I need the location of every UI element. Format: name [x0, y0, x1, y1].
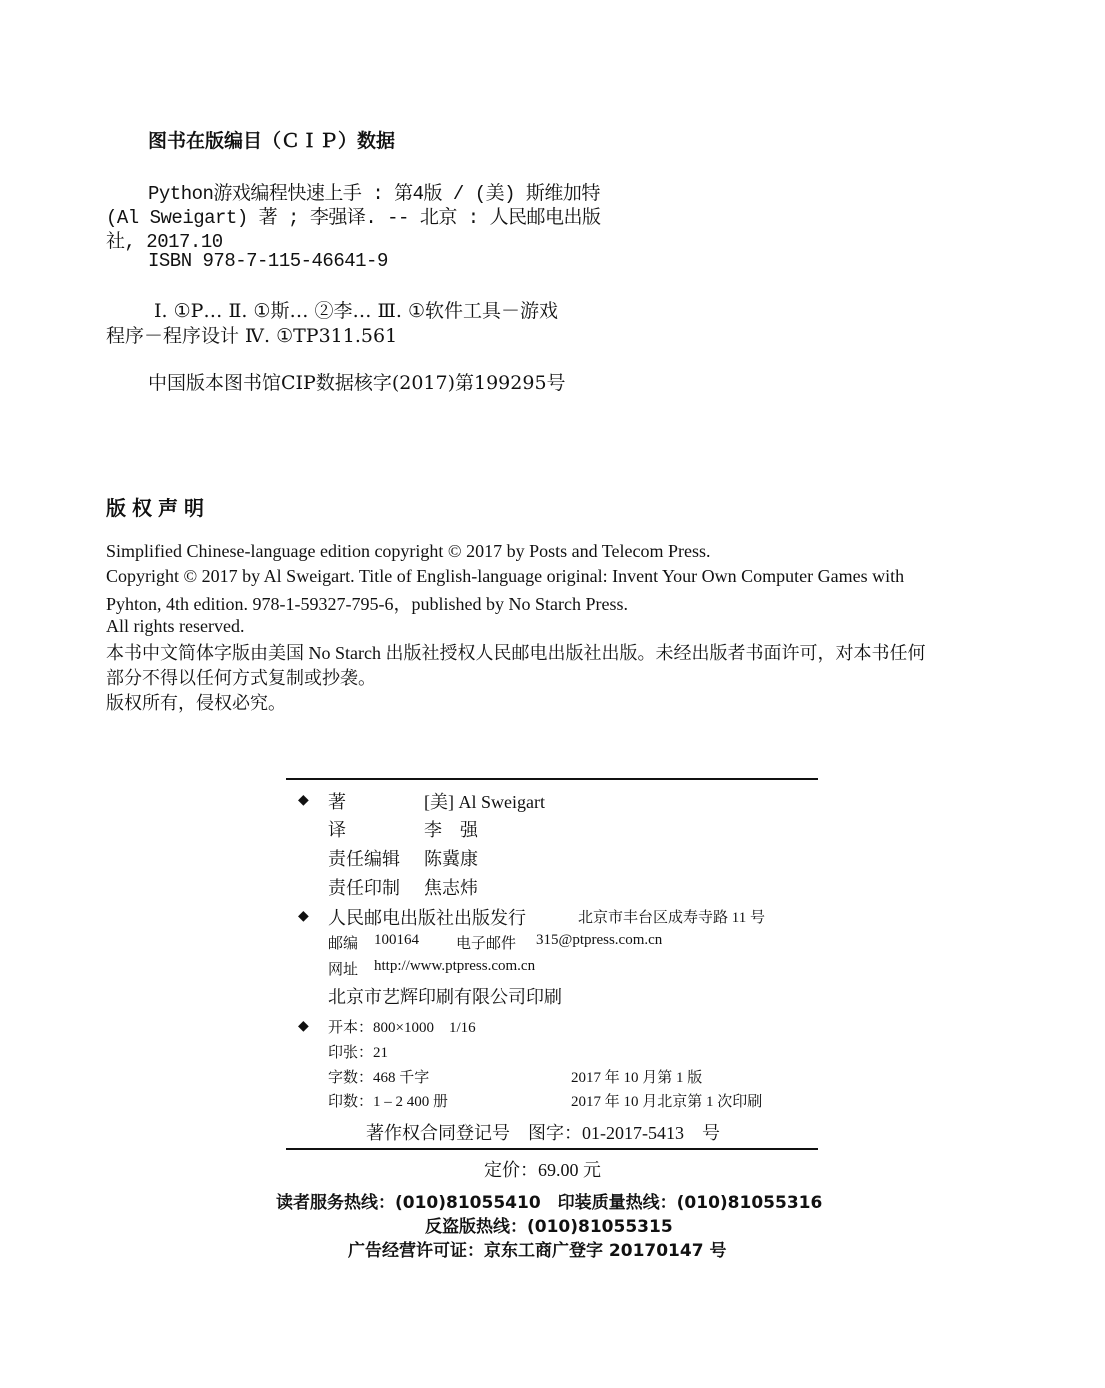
credit-role-translator: 译 [328, 820, 346, 840]
publisher: 人民邮电出版社出版发行 [328, 908, 526, 928]
bullet-specs: ◆ [298, 1019, 309, 1034]
credit-role-author: 著 [328, 792, 346, 812]
copyright-line-2: Copyright © 2017 by Al Sweigart. Title of English-language original: Invent Your Own Computer Games with [106, 566, 905, 586]
copyright-line-5: 本书中文简体字版由美国 No Starch 出版社授权人民邮电出版社出版。未经出版者书面许可，对本书任何 [106, 643, 926, 663]
word-count: 字数：468 千字 [328, 1070, 430, 1086]
edition: 2017 年 10 月第 1 版 [571, 1070, 703, 1086]
email: 315@ptpress.com.cn [536, 932, 663, 948]
email-label: 电子邮件 [456, 936, 517, 952]
ad-license: 广告经营许可证：京东工商广登字 20170147 号 [348, 1241, 727, 1261]
colophon-bottom-rule [286, 1148, 818, 1150]
cip-record-line-2: (Al Sweigart) 著 ; 李强译. -- 北京 : 人民邮电出版 [106, 207, 601, 229]
cip-classification-line-2: 程序－程序设计 Ⅳ. ①TP311.561 [106, 325, 398, 347]
colophon-top-rule [286, 778, 818, 780]
hotline-reader: 读者服务热线：(010)81055410 印装质量热线：(010)81055316 [276, 1193, 823, 1213]
credit-name-author: [美] Al Sweigart [424, 792, 545, 812]
cip-title: 图书在版编目（ＣＩＰ）数据 [148, 130, 396, 152]
cip-record-line-1: Python游戏编程快速上手 : 第4版 / (美) 斯维加特 [148, 183, 600, 205]
format: 开本：800×1000 1/16 [328, 1020, 476, 1036]
credit-role-editor: 责任编辑 [328, 849, 400, 869]
copyright-line-7: 版权所有，侵权必究。 [106, 693, 286, 713]
cip-number: 中国版本图书馆CIP数据核字(2017)第199295号 [148, 372, 566, 394]
price: 定价：69.00 元 [484, 1160, 601, 1180]
credit-name-editor: 陈冀康 [424, 849, 478, 869]
credit-name-printing: 焦志炜 [424, 878, 478, 898]
copyright-title: 版权声明 [106, 496, 210, 520]
copyright-line-4: All rights reserved. [106, 616, 245, 636]
copyright-line-3: Pyhton, 4th edition. 978-1-59327-795-6，published by No Starch Press. [106, 594, 628, 614]
copyright-registration: 著作权合同登记号 图字：01-2017-5413 号 [366, 1123, 720, 1143]
printer: 北京市艺辉印刷有限公司印刷 [328, 987, 562, 1007]
copyright-line-6: 部分不得以任何方式复制或抄袭。 [106, 668, 376, 688]
website-label: 网址 [328, 962, 359, 978]
print-run: 印数：1 – 2 400 册 [328, 1094, 449, 1110]
credit-role-printing: 责任印制 [328, 878, 400, 898]
cip-record-line-3: 社, 2017.10 [106, 231, 223, 253]
sheets: 印张：21 [328, 1045, 389, 1061]
publisher-address: 北京市丰台区成寿寺路 11 号 [578, 910, 765, 926]
postcode: 100164 [374, 932, 419, 948]
printing: 2017 年 10 月北京第 1 次印刷 [571, 1094, 763, 1110]
cip-classification-line-1: Ⅰ. ①P… Ⅱ. ①斯… ②李… Ⅲ. ①软件工具－游戏 [154, 300, 558, 322]
copyright-line-1: Simplified Chinese-language edition copyright © 2017 by Posts and Telecom Press. [106, 541, 711, 561]
credit-name-translator: 李 强 [424, 820, 478, 840]
website: http://www.ptpress.com.cn [374, 958, 536, 974]
hotline-piracy: 反盗版热线：(010)81055315 [425, 1217, 673, 1237]
bullet-credits: ◆ [298, 793, 309, 808]
cip-isbn: ISBN 978-7-115-46641-9 [148, 250, 388, 272]
postcode-label: 邮编 [328, 936, 359, 952]
bullet-publisher: ◆ [298, 909, 309, 924]
